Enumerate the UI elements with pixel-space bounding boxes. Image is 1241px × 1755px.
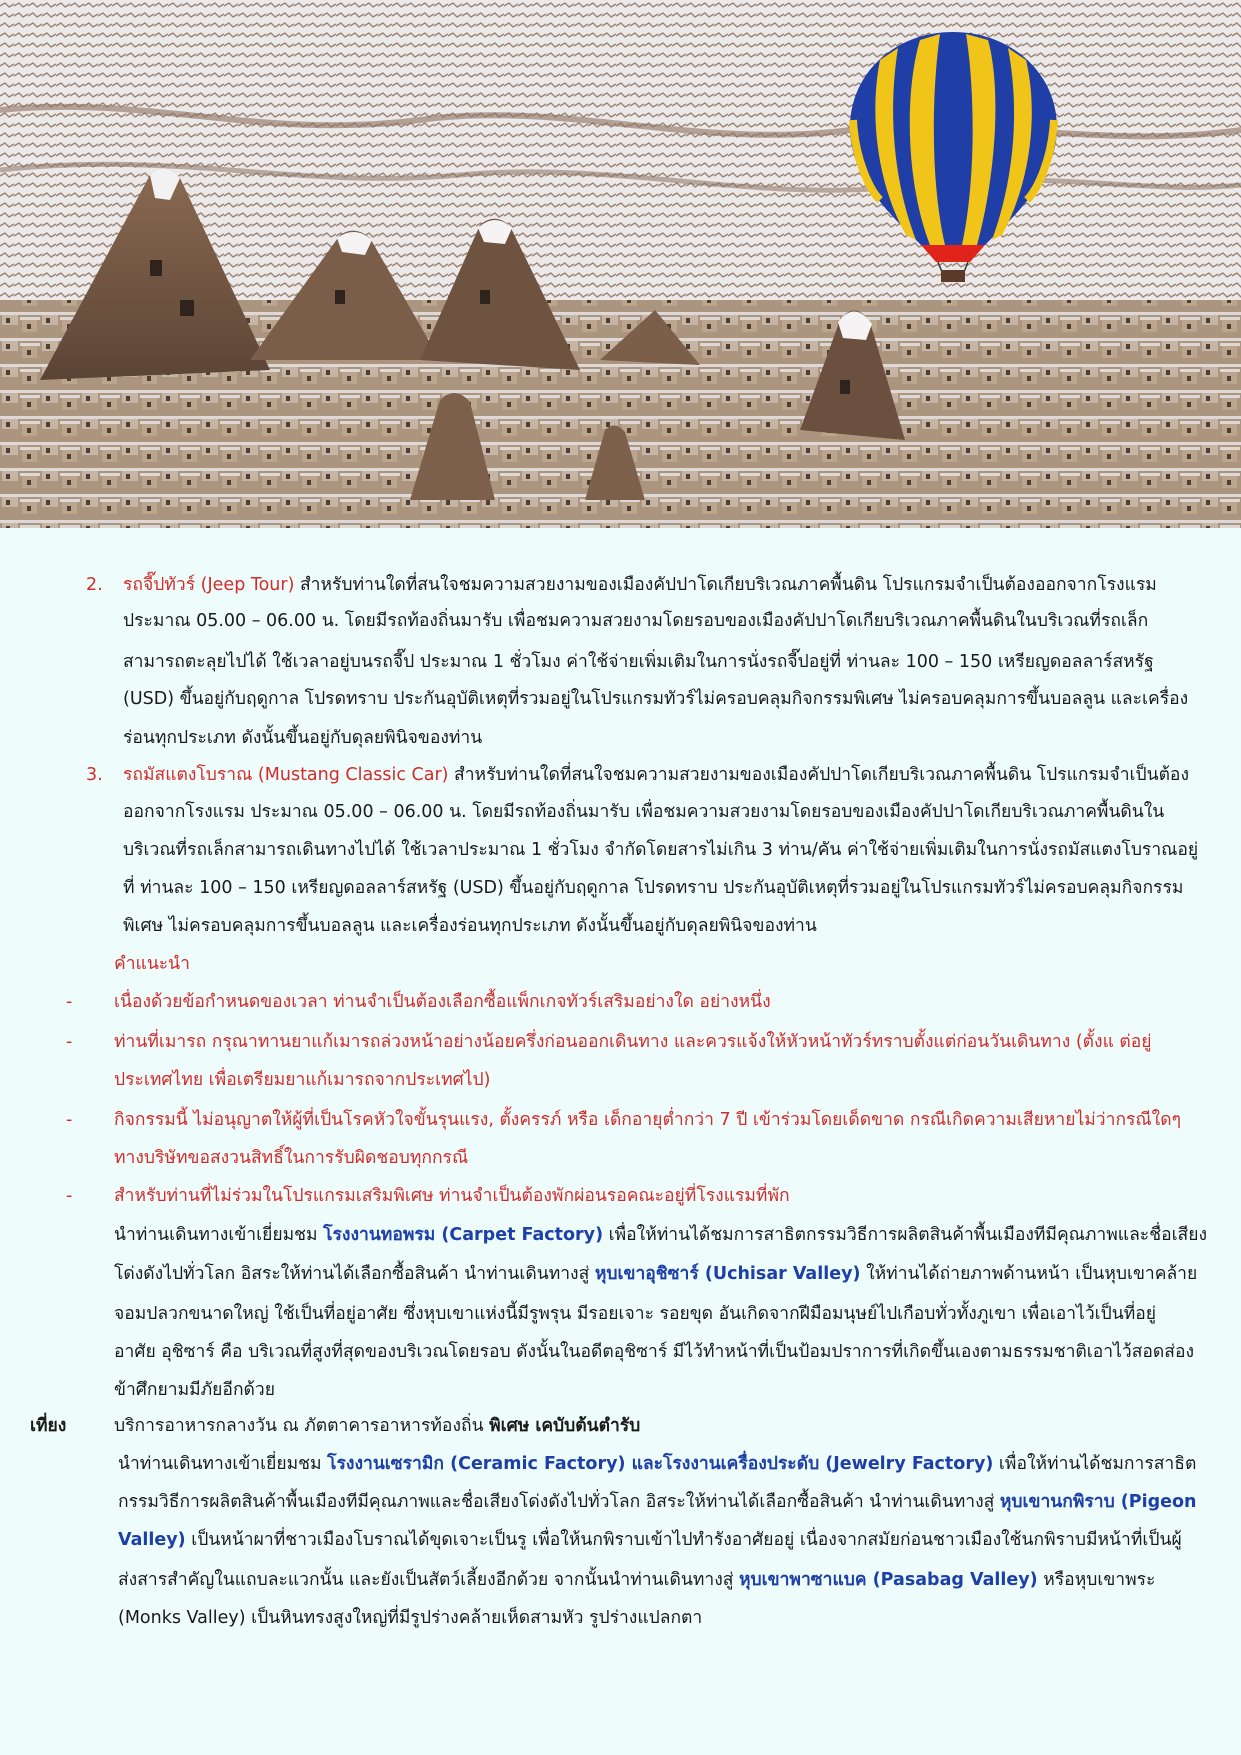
carpet-text1b: เพื่อให้ท่านได้ชมการสาธิตกรรมวิธีการผลิตสินค้าพื้นเมืองทีมีคุณภาพและชื่อเสียง bbox=[603, 1225, 1208, 1245]
carpet-line3: จอมปลวกขนาดใหญ่ ใช้เป็นที่อยู่อาศัย ซึ่งหุบเขาแห่งนี้มีรูพรุน มีรอยเจาะ รอยขุด อันเกิดจากฝีมือมนุษย์ไปเกือบทั่วทั้งภูเขา เพื่อเอาไว้เป็นที่อยู่ bbox=[114, 1304, 1157, 1324]
advice-bullet2a: ท่านที่เมารถ กรุณาทานยาแก้เมารถล่วงหน้าอย่างน้อยครึ่งก่อนออกเดินทาง และควรแจ้งให้หัวหน้าทัวร์ทราบตั้งแต่ก่อนวันเดินทาง (ตั้งแ ต่อยู่ bbox=[114, 1032, 1152, 1052]
ceramic-line2 bbox=[118, 1490, 1197, 1514]
ceramic-text3: เป็นหน้าผาที่ชาวเมืองโบราณได้ขุดเจาะเป็นรู เพื่อให้นกพิราบเข้าไปทำรังอาศัยอยู่ เนื่องจากสมัยก่อนชาวเมืองใช้นกพิราบมีหน้าที่เป็นผู้ bbox=[185, 1530, 1182, 1550]
item3-line2: ออกจากโรงแรม ประมาณ 05.00 – 06.00 น. โดยมีรถท้องถิ่นมารับ เพื่อชมความสวยงามโดยรอบของเมืองคัปปาโดเกียบริเวณภาคพื้นดินใน bbox=[123, 802, 1165, 822]
item3-line1 bbox=[123, 763, 1189, 787]
item3-number: 3. bbox=[86, 765, 103, 785]
cappadocia-photo bbox=[0, 0, 1241, 528]
item2-number: 2. bbox=[86, 575, 103, 595]
ceramic-text2: กรรมวิธีการผลิตสินค้าพื้นเมืองทีมีคุณภาพและชื่อเสียงโด่งดังไปทั่วโลก อิสระให้ท่านได้เลือกซื้อสินค้า นำท่านเดินทางสู่ bbox=[118, 1492, 1000, 1512]
ceramic-line3 bbox=[118, 1528, 1182, 1552]
carpet-line5: ข้าศึกยามมีภัยอีกด้วย bbox=[114, 1380, 275, 1400]
item2-line1 bbox=[123, 573, 1157, 597]
advice-bullet3b: ทางบริษัทขอสงวนสิทธิ์ในการรับผิดชอบทุกกรณี bbox=[114, 1148, 469, 1168]
pasabag-valley-name: หุบเขาพาซาแบค (Pasabag Valley) bbox=[739, 1570, 1038, 1590]
advice-bullet1: เนื่องด้วยข้อกำหนดของเวลา ท่านจำเป็นต้องเลือกซื้อแพ็กเกจทัวร์เสริมอย่างใด อย่างหนึ่ง bbox=[114, 992, 771, 1012]
ceramic-text1b: เพื่อให้ท่านได้ชมการสาธิต bbox=[993, 1454, 1197, 1474]
lunch-special: พิเศษ เคบับต้นตำรับ bbox=[489, 1416, 641, 1436]
item3-text1: สำหรับท่านใดที่สนใจชมความสวยงามของเมืองคัปปาโดเกียบริเวณภาคพื้นดิน โปรแกรมจำเป็นต้อง bbox=[448, 765, 1189, 785]
item3-line4: ที่ ท่านละ 100 – 150 เหรียญดอลลาร์สหรัฐ (USD) ขึ้นอยู่กับฤดูกาล โปรดทราบ ประกันอุบัติเหตุที่รวมอยู่ในโปรแกรมทัวร์ไม่ครอบคลุมกิจกรรม bbox=[123, 878, 1184, 898]
photo-illustration bbox=[0, 0, 1241, 528]
carpet-factory-name: โรงงานทอพรม (Carpet Factory) bbox=[323, 1225, 604, 1245]
carpet-line4: อาศัย อุชิซาร์ คือ บริเวณที่สูงที่สุดของบริเวณโดยรอบ ดังนั้นในอดีตอุชิซาร์ มีไว้ทำหน้าที่เป็นป้อมปราการที่เกิดขึ้นเองตามธรรมชาติเอาไว้สอดส่อง bbox=[114, 1342, 1195, 1362]
advice-bullet3a: กิจกรรมนี้ ไม่อนุญาตให้ผู้ที่เป็นโรคหัวใจขั้นรุนแรง, ตั้งครรภ์ หรือ เด็กอายุต่ำกว่า 7 ปี เข้าร่วมโดยเด็ดขาด กรณีเกิดความเสียหายไม่ว่ากรณีใดๆ bbox=[114, 1110, 1181, 1130]
item2-text1: สำหรับท่านใดที่สนใจชมความสวยงามของเมืองคัปปาโดเกียบริเวณภาคพื้นดิน โปรแกรมจำเป็นต้องออกจากโรงแรม bbox=[294, 575, 1157, 595]
jeep-tour-title: รถจี๊ปทัวร์ (Jeep Tour) bbox=[123, 575, 295, 595]
item2-line5: ร่อนทุกประเภท ดังนั้นขึ้นอยู่กับดุลยพินิจของท่าน bbox=[123, 728, 483, 748]
ceramic-line4 bbox=[118, 1568, 1155, 1592]
pigeon-valley-name: หุบเขานกพิราบ (Pigeon bbox=[999, 1492, 1197, 1512]
uchisar-valley-name: หุบเขาอุชิซาร์ (Uchisar Valley) bbox=[594, 1264, 861, 1284]
advice-bullet4: สำหรับท่านที่ไม่ร่วมในโปรแกรมเสริมพิเศษ ท่านจำเป็นต้องพักผ่อนรอคณะอยู่ที่โรงแรมที่พัก bbox=[114, 1186, 790, 1206]
pigeon-valley-name-cont: Valley) bbox=[118, 1530, 186, 1550]
bullet-dash: - bbox=[66, 1032, 73, 1052]
lunch-text: บริการอาหารกลางวัน ณ ภัตตาคารอาหารท้องถิ่น bbox=[114, 1416, 490, 1436]
advice-bullet2b: ประเทศไทย เพื่อเตรียมยาแก้เมารถจากประเทศไป) bbox=[114, 1070, 491, 1090]
carpet-text2b: ให้ท่านได้ถ่ายภาพด้านหน้า เป็นหุบเขาคล้าย bbox=[860, 1264, 1198, 1284]
lunch-label: เที่ยง bbox=[30, 1416, 67, 1436]
ceramic-text4: ส่งสารสำคัญในแถบละแวกนั้น และยังเป็นสัตว์เลี้ยงอีกด้วย จากนั้นนำท่านเดินทางสู่ bbox=[118, 1570, 739, 1590]
bullet-dash: - bbox=[66, 992, 73, 1012]
carpet-text1: นำท่านเดินทางเข้าเยี่ยมชม bbox=[114, 1225, 324, 1245]
item2-line2: ประมาณ 05.00 – 06.00 น. โดยมีรถท้องถิ่นมารับ เพื่อชมความสวยงามโดยรอบของเมืองคัปปาโดเกียบริเวณภาคพื้นดินในบริเวณที่รถเล็ก bbox=[123, 611, 1149, 631]
bullet-dash: - bbox=[66, 1110, 73, 1130]
item3-line5: พิเศษ ไม่ครอบคลุมการขึ้นบอลลูน และเครื่องร่อนทุกประเภท ดังนั้นขึ้นอยู่กับดุลยพินิจของท่าน bbox=[123, 916, 817, 936]
bullet-dash: - bbox=[66, 1186, 73, 1206]
ceramic-line5: (Monks Valley) เป็นหินทรงสูงใหญ่ที่มีรูปร่างคล้ายเห็ดสามหัว รูปร่างแปลกตา bbox=[118, 1608, 703, 1628]
item2-line4: (USD) ขึ้นอยู่กับฤดูกาล โปรดทราบ ประกันอุบัติเหตุที่รวมอยู่ในโปรแกรมทัวร์ไม่ครอบคลุมกิจกรรมพิเศษ ไม่ครอบคลุมการขึ้นบอลลูน และเครื่อง bbox=[123, 689, 1189, 709]
item3-line3: บริเวณที่รถเล็กสามารถเดินทางไปได้ ใช้เวลาประมาณ 1 ชั่วโมง จำกัดโดยสารไม่เกิน 3 ท่าน/คัน ค่าใช้จ่ายเพิ่มเติมในการนั่งรถมัสแตงโบราณอยู่ bbox=[123, 840, 1199, 860]
carpet-line2 bbox=[114, 1262, 1197, 1286]
lunch-line bbox=[114, 1414, 640, 1438]
carpet-line1 bbox=[114, 1223, 1207, 1247]
carpet-text2: โด่งดังไปทั่วโลก อิสระให้ท่านได้เลือกซื้อสินค้า นำท่านเดินทางสู่ bbox=[114, 1264, 595, 1284]
item2-line3: สามารถตะลุยไปได้ ใช้เวลาอยู่บนรถจี๊ป ประมาณ 1 ชั่วโมง ค่าใช้จ่ายเพิ่มเติมในการนั่งรถจี๊ปอยู่ที่ ท่านละ 100 – 150 เหรียญดอลลาร์สหรัฐ bbox=[123, 652, 1154, 672]
mustang-title: รถมัสแตงโบราณ (Mustang Classic Car) bbox=[123, 765, 449, 785]
ceramic-jewelry-factory-name: โรงงานเซรามิก (Ceramic Factory) และโรงงานเครื่องประดับ (Jewelry Factory) bbox=[327, 1454, 994, 1474]
ceramic-line1 bbox=[118, 1452, 1196, 1476]
ceramic-text4b: หรือหุบเขาพระ bbox=[1037, 1570, 1156, 1590]
ceramic-text1: นำท่านเดินทางเข้าเยี่ยมชม bbox=[118, 1454, 328, 1474]
advice-heading: คำแนะนำ bbox=[114, 954, 190, 974]
